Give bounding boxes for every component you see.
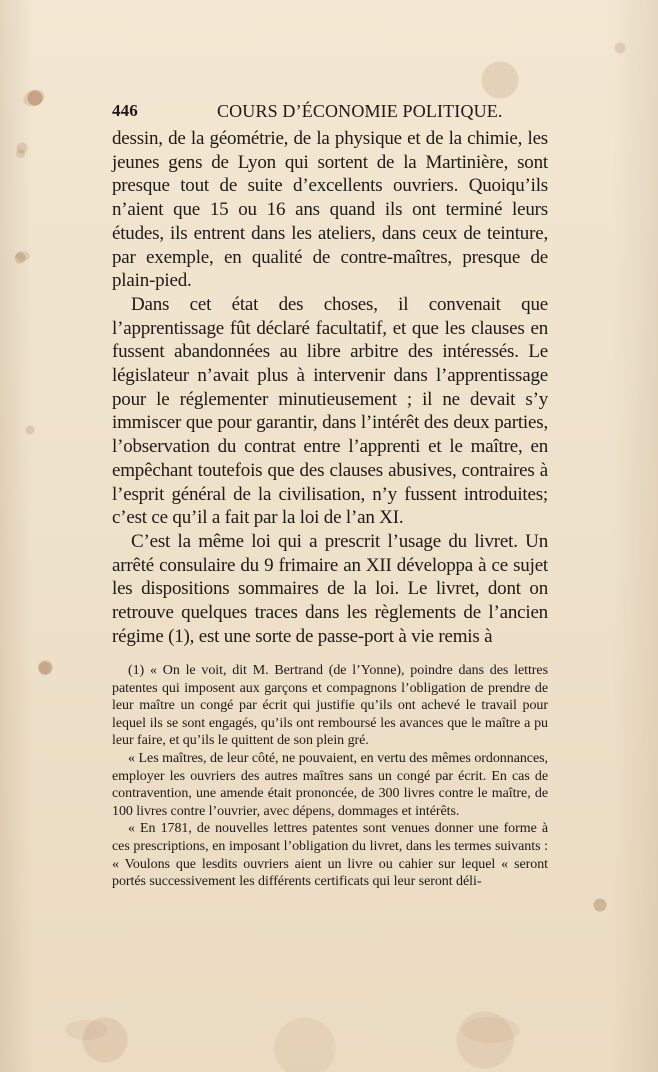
body-paragraph: Dans cet état des choses, il convenait que l’apprentissage fût déclaré facultatif, et que les clauses en fussent abandonnées au libre arbitre des intéressés. Le législateur n’avait plus à intervenir dans l’apprentissage pour le réglementer minutieusement ; il ne devait s’y immiscer que pour garantir, dans l’intérêt des deux parties, l’observation du contrat entre l’apprenti et le maître, en empêchant toutefois que des clauses abusives, contraires à l’esprit général de la civilisation, n’y fussent introduites; c’est ce qu’il a fait par la loi de l’an XI. bbox=[112, 293, 548, 529]
footnote-paragraph: (1) « On le voit, dit M. Bertrand (de l’Yonne), poindre dans des lettres patentes qui imposent aux garçons et compagnons l’obligation de prendre de leur maître un congé par écrit qui justifie qu’ils ont achevé le travail pour lequel ils se sont engagés, qu’ils ont remboursé les avances que le maître a pu leur faire, et qu’ils le quittent de son plein gré. bbox=[112, 663, 548, 749]
footnote-paragraph: « Les maîtres, de leur côté, ne pouvaient, en vertu des mêmes ordonnances, employer les ouvriers des autres maîtres sans un congé par écrit. En cas de contravention, une amende était prononcée, de 300 livres contre le maître, de 100 livres contre l’ouvrier, avec dépens, dommages et intérêts. bbox=[112, 750, 548, 819]
paper-stain bbox=[462, 1017, 520, 1043]
page-header bbox=[112, 99, 548, 123]
body-paragraph: C’est la même loi qui a prescrit l’usage du livret. Un arrêté consulaire du 9 frimaire an XII développa à ce sujet les dispositions sommaires de la loi. Le livret, dont on retrouve quelques traces dans les règlements de l’ancien régime (1), est une sorte de passe-port à vie remis à bbox=[112, 530, 548, 647]
paper-foxing-spot bbox=[38, 660, 53, 675]
paper-foxing-spot bbox=[16, 149, 25, 158]
paper-foxing-spot bbox=[16, 251, 30, 261]
page-number: 446 bbox=[112, 101, 138, 120]
footnote-paragraph: « En 1781, de nouvelles lettres patentes sont venues donner une forme à ces prescriptions, en imposant l’obligation du livret, dans les termes suivants : « Voulons que lesdits ouvriers aient un livre ou cahier sur lequel « seront portés successivement les différents certificats qui leur seront déli- bbox=[112, 821, 548, 890]
body-paragraph: dessin, de la géométrie, de la physique et de la chimie, les jeunes gens de Lyon qui sortent de la Martinière, sont presque tout de suite d’excellents ouvriers. Quoiqu’ils n’aient que 15 ou 16 ans quand ils ont terminé leurs études, ils entrent dans les ateliers, dans ceux de teinture, par exemple, en qualité de contre-maîtres, presque de plain-pied. bbox=[112, 128, 548, 292]
paper-stain bbox=[65, 1020, 107, 1040]
footnotes-block bbox=[112, 662, 548, 891]
paper-foxing-spot bbox=[21, 86, 47, 109]
main-text-block bbox=[112, 127, 548, 648]
running-title: COURS D’ÉCONOMIE POLITIQUE. bbox=[217, 101, 503, 121]
